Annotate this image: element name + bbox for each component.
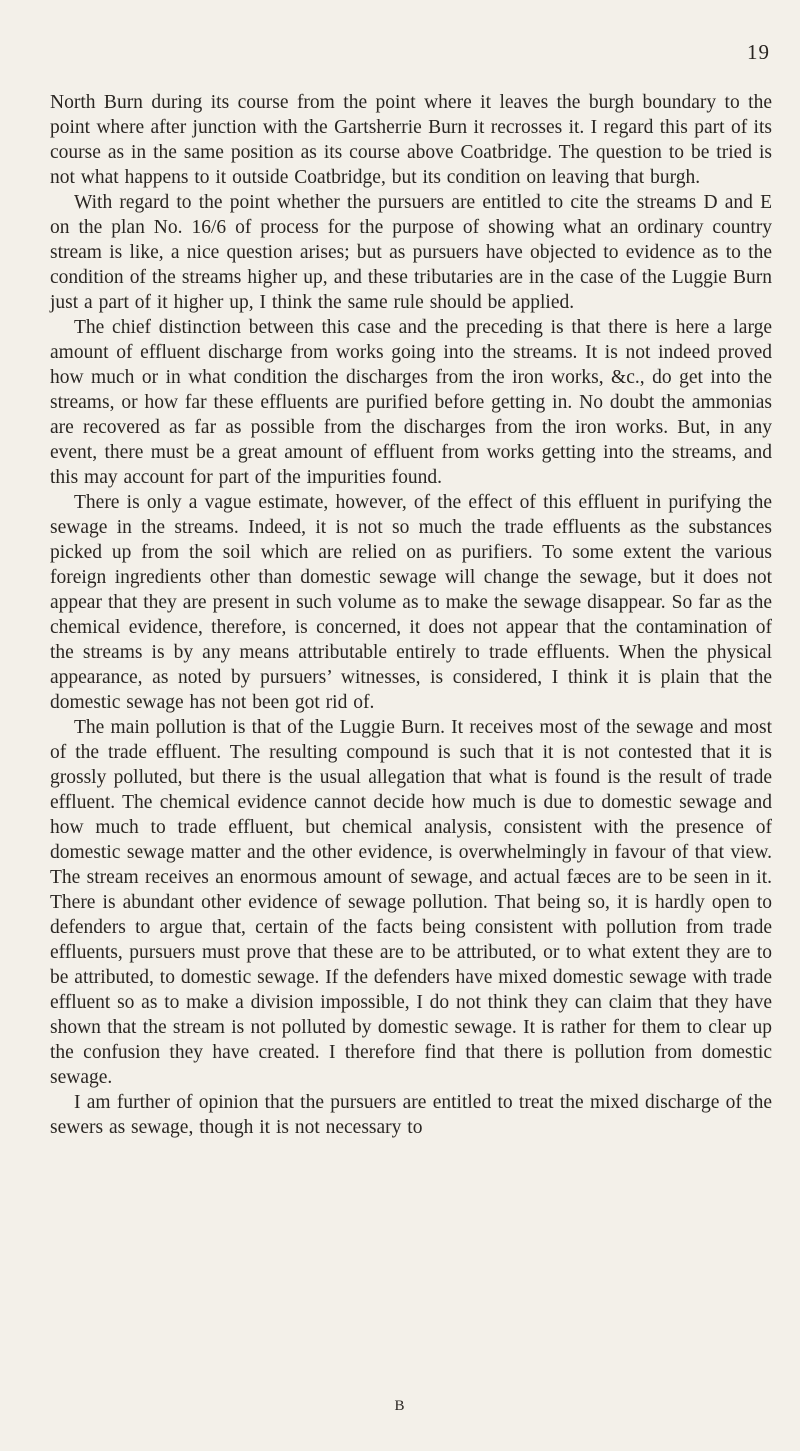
paragraph-5: The main pollution is that of the Luggie Burn. It receives most of the sewage and most of the trade effluent. The resulting compound is such that it is not contested that it is grossly polluted, but there is the usual allegation that what is found is the result of trade effluent. The chemical evidence cannot decide how much is due to domestic sewage and how much to trade effluent, but chemical analysis, consistent with the presence of domestic sewage matter and the other evidence, is overwhelmingly in favour of that view. The stream receives an enormous amount of sewage, and actual fæces are to be seen in it. There is abundant other evidence of sewage pollution. That being so, it is hardly open to defenders to argue that, certain of the facts being consistent with pollution from trade effluents, pursuers must prove that these are to be attributed, or to what extent they are to be attributed, to domestic sewage. If the defenders have mixed domestic sewage with trade effluent so as to make a division impossible, I do not think they can claim that they have shown that the stream is not polluted by domestic sewage. It is rather for them to clear up the confusion they have created. I therefore find that there is pollution from domestic sewage. bbox=[50, 717, 772, 1088]
paragraph-1: North Burn during its course from the point where it leaves the burgh boundary to the point where after junction with the Gartsherrie Burn it recrosses it. I regard this part of its course as in the same position as its course above Coatbridge. The question to be tried is not what happens to it outside Coatbridge, but its condition on leaving that burgh. bbox=[50, 92, 772, 188]
body-text bbox=[50, 90, 772, 1140]
paragraph-4: There is only a vague estimate, however, of the effect of this effluent in purifying the sewage in the streams. Indeed, it is not so much the trade effluents as the substances picked up from the soil which are relied on as purifiers. To some extent the various foreign ingredients other than domestic sewage will change the sewage, but it does not appear that they are present in such volume as to make the sewage disappear. So far as the chemical evidence, therefore, is concerned, it does not appear that the contamination of the streams is by any means attributable entirely to trade effluents. When the physical appearance, as noted by pursuers’ witnesses, is considered, I think it is plain that the domestic sewage has not been got rid of. bbox=[50, 492, 772, 713]
paragraph-2: With regard to the point whether the pursuers are entitled to cite the streams D and E on the plan No. 16/6 of process for the purpose of showing what an ordinary country stream is like, a nice question arises; but as pursuers have objected to evidence as to the condition of the streams higher up, and these tributaries are in the case of the Luggie Burn just a part of it higher up, I think the same rule should be applied. bbox=[50, 192, 772, 313]
signature-mark: B bbox=[394, 1398, 406, 1414]
paragraph-3: The chief distinction between this case and the preceding is that there is here a large amount of effluent discharge from works going into the streams. It is not indeed proved how much or in what condition the discharges from the iron works, &c., do get into the streams, or how far these effluents are purified before getting in. No doubt the ammonias are recovered as far as possible from the discharges from the iron works. But, in any event, there must be a great amount of effluent from works getting into the streams, and this may account for part of the impurities found. bbox=[50, 317, 772, 488]
page-number: 19 bbox=[747, 40, 770, 64]
paragraph-6: I am further of opinion that the pursuers are entitled to treat the mixed discharge of the sewers as sewage, though it is not necessary to bbox=[50, 1092, 772, 1138]
